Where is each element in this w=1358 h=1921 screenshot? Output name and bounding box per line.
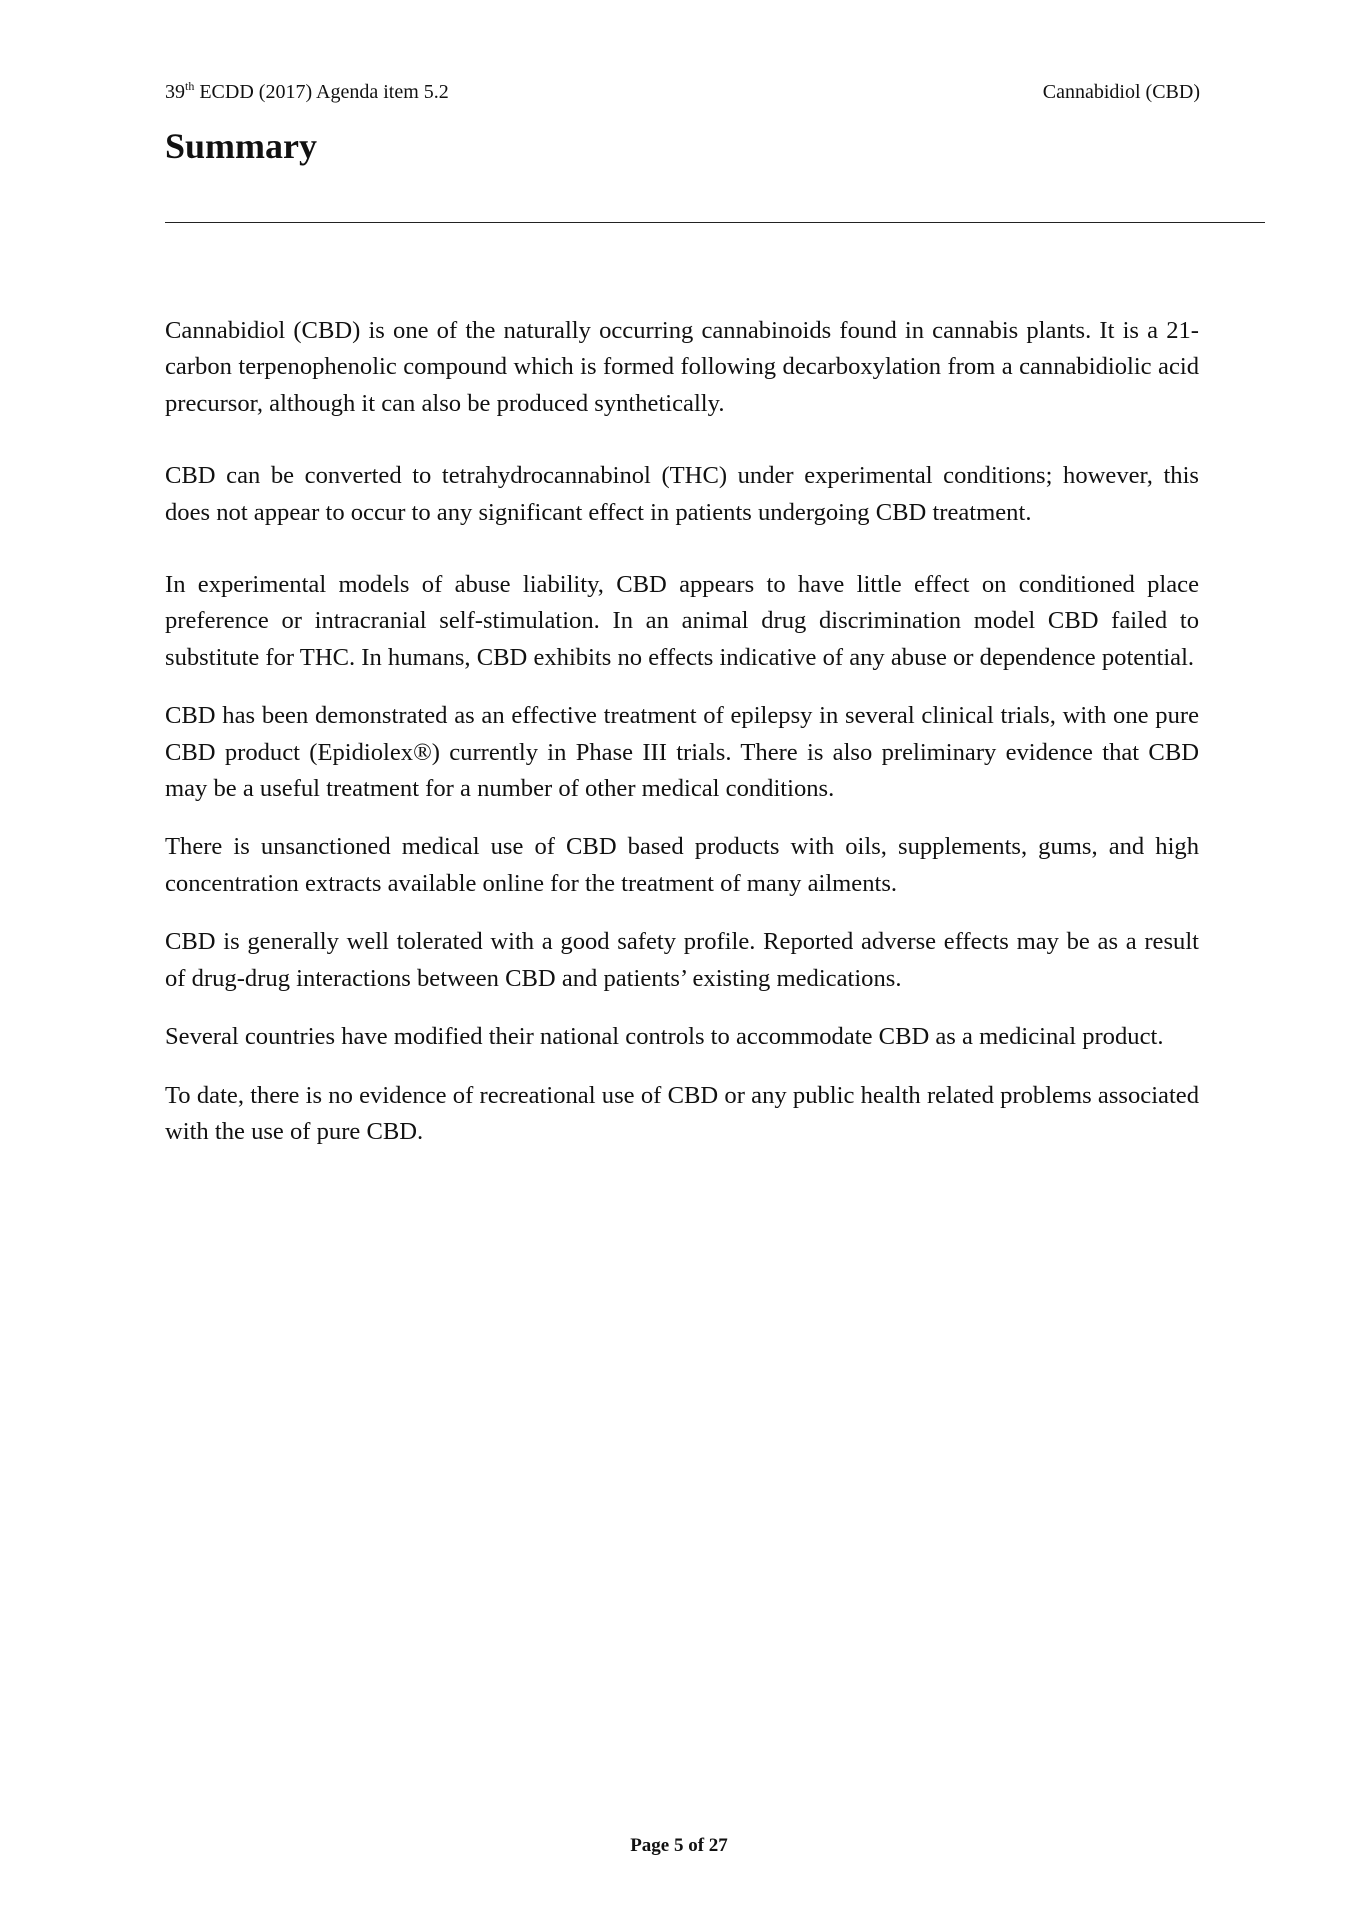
paragraph-2: CBD can be converted to tetrahydrocannabinol (THC) under experimental conditions; however, this does not appear to occur to any significant effect in patients undergoing CBD treatment. xyxy=(165,462,1199,526)
paragraph-7: Several countries have modified their national controls to accommodate CBD as a medicinal product. xyxy=(165,1023,1164,1051)
page-number: Page 5 of 27 xyxy=(630,1835,728,1856)
running-header-right: Cannabidiol (CBD) xyxy=(1042,81,1200,103)
title-divider xyxy=(165,222,1265,223)
summary-body xyxy=(165,313,1199,1150)
paragraph-8: To date, there is no evidence of recreational use of CBD or any public health related problems associated with the use of pure CBD. xyxy=(165,1081,1199,1145)
section-title: Summary xyxy=(165,126,317,166)
paragraph-4: CBD has been demonstrated as an effective treatment of epilepsy in several clinical trials, with one pure CBD product (Epidiolex®) currently in Phase III trials. There is also preliminary evidence that CBD may be a useful treatment for a number of other medical conditions. xyxy=(165,702,1199,803)
paragraph-6: CBD is generally well tolerated with a good safety profile. Reported adverse effects may be as a result of drug-drug interactions between CBD and patients’ existing medications. xyxy=(165,928,1199,992)
header-ordinal-suffix: th xyxy=(185,79,195,93)
running-header-left xyxy=(165,80,449,104)
header-session-number: 39 xyxy=(165,81,185,103)
paragraph-3: In experimental models of abuse liability, CBD appears to have little effect on conditioned place preference or intracranial self-stimulation. In an animal drug discrimination model CBD failed to substitute for THC. In humans, CBD exhibits no effects indicative of any abuse or dependence potential. xyxy=(165,571,1199,671)
paragraph-1: Cannabidiol (CBD) is one of the naturally occurring cannabinoids found in cannabis plants. It is a 21-carbon terpenophenolic compound which is formed following decarboxylation from a cannabidiolic acid precursor, although it can also be produced synthetically. xyxy=(165,317,1199,417)
paragraph-5: There is unsanctioned medical use of CBD based products with oils, supplements, gums, and high concentration extracts available online for the treatment of many ailments. xyxy=(165,833,1199,897)
header-agenda-item: ECDD (2017) Agenda item 5.2 xyxy=(194,81,449,103)
